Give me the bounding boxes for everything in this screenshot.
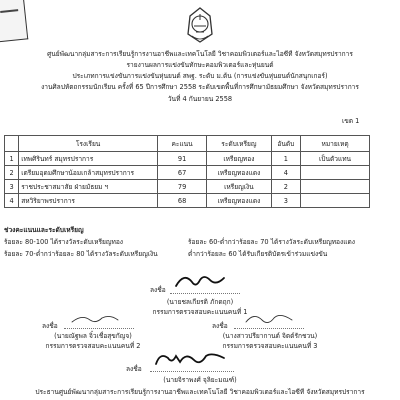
- results-table: [4, 135, 370, 208]
- criteria-participation: ต่ำกว่าร้อยละ 60 ได้รับเกียรติบัตรเข้าร่วมแข่งขัน: [188, 250, 328, 258]
- judge-1-role: กรรมการตรวจสอบคะแนนคนที่ 1: [152, 308, 248, 316]
- judge-3-role: กรรมการตรวจสอบคะแนนคนที่ 3: [222, 342, 318, 350]
- row-number: 4: [5, 194, 19, 208]
- event-info: งานศิลปหัตถกรรมนักเรียน ครั้งที่ 65 ปีการศึกษา 2558 ระดับเขตพื้นที่การศึกษามัธยมศึกษา จังหวัดสมุทรปราการ: [41, 83, 359, 91]
- column-header-rank: อันดับ: [271, 136, 301, 152]
- table-row: [5, 180, 370, 194]
- medal-level: เหรียญทองแดง: [207, 166, 271, 180]
- remark-text: เป็นตัวแทน: [301, 152, 370, 166]
- report-title: รายงานผลการแข่งขันทักษะคอมพิวเตอร์และหุ่นยนต์: [126, 61, 274, 69]
- judge-2-role: กรรมการตรวจสอบคะแนนคนที่ 2: [45, 342, 141, 350]
- table-row: [5, 194, 370, 208]
- director-name: (นายจิราพงศ์ จุลิยะมณฑ์): [163, 376, 237, 384]
- row-number: 1: [5, 152, 19, 166]
- column-header-number: [5, 136, 19, 152]
- folded-paper-corner: [0, 0, 28, 43]
- school-name: ราชประชาสมาสัย ฝ่ายมัธยม ฯ: [19, 180, 158, 194]
- signature-judge-1: [170, 268, 230, 292]
- sign-label: ลงชื่อ: [150, 286, 166, 294]
- table-row: [5, 152, 370, 166]
- table-row: [5, 166, 370, 180]
- school-name: สหวิริยาพรปราการ: [19, 194, 158, 208]
- school-emblem-icon: [182, 6, 218, 44]
- criteria-title: ช่วงคะแนนและระดับเหรียญ: [4, 226, 84, 234]
- medal-level: เหรียญทองแดง: [207, 194, 271, 208]
- judge-1-name: (นายชลเกียรติ ภักดฤก): [166, 298, 234, 306]
- district-label: เขต 1: [342, 117, 360, 125]
- criteria-silver: ร้อยละ 70-ต่ำกว่าร้อยละ 80 ได้รางวัลระดับเหรียญเงิน: [4, 250, 158, 258]
- sign-label: ลงชื่อ: [42, 322, 58, 330]
- score-value: 67: [157, 166, 206, 180]
- score-value: 68: [157, 194, 206, 208]
- sign-label: ลงชื่อ: [212, 322, 228, 330]
- rank-value: 4: [271, 166, 301, 180]
- judge-2-name: (นายณัฐพล จิ๋วเชื่อสุขกัญจ): [54, 332, 132, 340]
- column-header-school: โรงเรียน: [19, 136, 158, 152]
- sign-label: ลงชื่อ: [126, 365, 142, 373]
- director-role: ประธานศูนย์พัฒนากลุ่มสาระการเรียนรู้การงานอาชีพและเทคโนโลยี วิชาคอมพิวเตอร์และไอซีที จังหวัดสมุทรปราการ: [35, 388, 365, 396]
- competition-type: ประเภทการแข่งขันการแข่งขันหุ่นยนต์ สพฐ. ระดับ ม.ต้น (การแข่งขันหุ่นยนต์นักสนุกเกอร์): [72, 72, 328, 80]
- header-center: ศูนย์พัฒนากลุ่มสาระการเรียนรู้การงานอาชีพและเทคโนโลยี วิชาคอมพิวเตอร์และไอซีที จังหวัดสมุทรปราการ: [47, 50, 353, 58]
- remark-text: [301, 166, 370, 180]
- column-header-level: ระดับเหรียญ: [207, 136, 271, 152]
- remark-text: [301, 180, 370, 194]
- criteria-gold: ร้อยละ 80-100 ได้รางวัลระดับเหรียญทอง: [4, 238, 123, 246]
- table-header-row: [5, 136, 370, 152]
- rank-value: 2: [271, 180, 301, 194]
- school-name: เทพศิรินทร์ สมุทรปราการ: [19, 152, 158, 166]
- medal-level: เหรียญเงิน: [207, 180, 271, 194]
- signature-judge-2: [66, 310, 126, 328]
- remark-text: [301, 194, 370, 208]
- judge-3-name: (นางสาวปรียากานต์ จิตต์รักชวน): [222, 332, 318, 340]
- medal-level: เหรียญทอง: [207, 152, 271, 166]
- rank-value: 1: [271, 152, 301, 166]
- score-value: 79: [157, 180, 206, 194]
- row-number: 3: [5, 180, 19, 194]
- criteria-bronze: ร้อยละ 60-ต่ำกว่าร้อยละ 70 ได้รางวัลระดับเหรียญทองแดง: [188, 238, 355, 246]
- column-header-score: คะแนน: [157, 136, 206, 152]
- school-name: เตรียมอุดมศึกษาน้อมเกล้าสมุทรปราการ: [19, 166, 158, 180]
- row-number: 2: [5, 166, 19, 180]
- rank-value: 3: [271, 194, 301, 208]
- event-date: วันที่ 4 กันยายน 2558: [167, 95, 233, 103]
- score-value: 91: [157, 152, 206, 166]
- signature-judge-3: [240, 310, 300, 328]
- column-header-note: หมายเหตุ: [301, 136, 370, 152]
- signature-director: [150, 348, 230, 370]
